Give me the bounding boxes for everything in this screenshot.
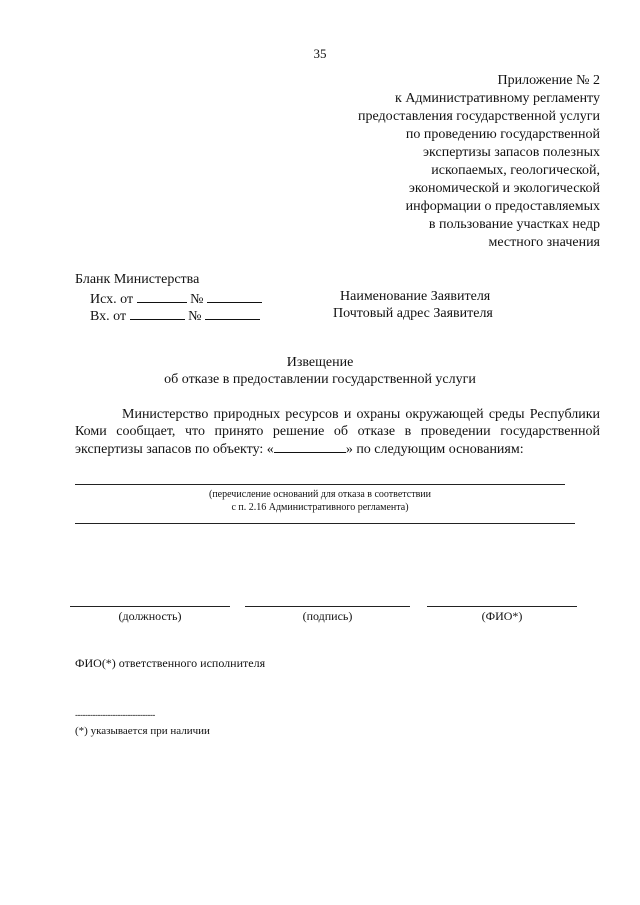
notice-body [75,406,600,458]
notice-title: Извещение [286,355,354,370]
appendix-line: по проведению государственной [405,127,600,142]
responsible-executor-label: ФИО(*) ответственного исполнителя [75,656,266,670]
footnote-separator: -------------------------------- [75,710,155,720]
appendix-line: в пользование участках недр [428,217,600,232]
grounds-line [75,523,575,524]
incoming-prefix: Вх. от [90,309,127,324]
appendix-line: предоставления государственной услуги [358,109,600,124]
outgoing-reference [90,290,262,308]
position-label: (должность) [118,609,182,623]
page-number: 35 [313,46,327,61]
incoming-reference [90,307,260,325]
appendix-line: экспертизы запасов полезных [423,145,600,160]
incoming-number-field [205,307,260,320]
number-sign: № [188,309,202,324]
appendix-line: информации о предоставляемых [405,199,600,214]
name-signature-line [427,606,577,607]
signature-label: (подпись) [302,609,353,623]
appendix-line: ископаемых, геологической, [431,163,600,178]
object-name-field [274,440,346,453]
appendix-line: Приложение № 2 [497,73,600,88]
footnote: (*) указывается при наличии [75,725,210,737]
body-text-start: Министерство природных ресурсов и охраны окружающей среды Республики Коми сообщает, что принято решение об отказе в проведении государственной экспертизы запасов по объекту: « [75,407,600,457]
outgoing-prefix: Исх. от [90,292,134,307]
ministry-letterhead-label: Бланк Министерства [75,272,200,287]
grounds-line [75,484,565,485]
outgoing-date-field [137,290,187,303]
signature-line [245,606,410,607]
incoming-date-field [130,307,185,320]
applicant-address: Почтовый адрес Заявителя [333,306,493,321]
notice-subtitle: об отказе в предоставлении государственной услуги [164,372,476,387]
appendix-line: экономической и экологической [408,181,600,196]
grounds-hint-line: с п. 2.16 Административного регламента) [231,502,409,513]
full-name-label: (ФИО*) [481,609,523,623]
appendix-reference [300,72,600,252]
applicant-name: Наименование Заявителя [340,289,491,304]
number-sign: № [190,292,204,307]
outgoing-number-field [207,290,262,303]
body-text-end: » по следующим основаниям: [345,442,524,457]
position-signature-line [70,606,230,607]
appendix-line: к Административному регламенту [395,91,600,106]
appendix-line: местного значения [488,235,600,250]
grounds-hint-line: (перечисление оснований для отказа в соответствии [209,489,431,500]
